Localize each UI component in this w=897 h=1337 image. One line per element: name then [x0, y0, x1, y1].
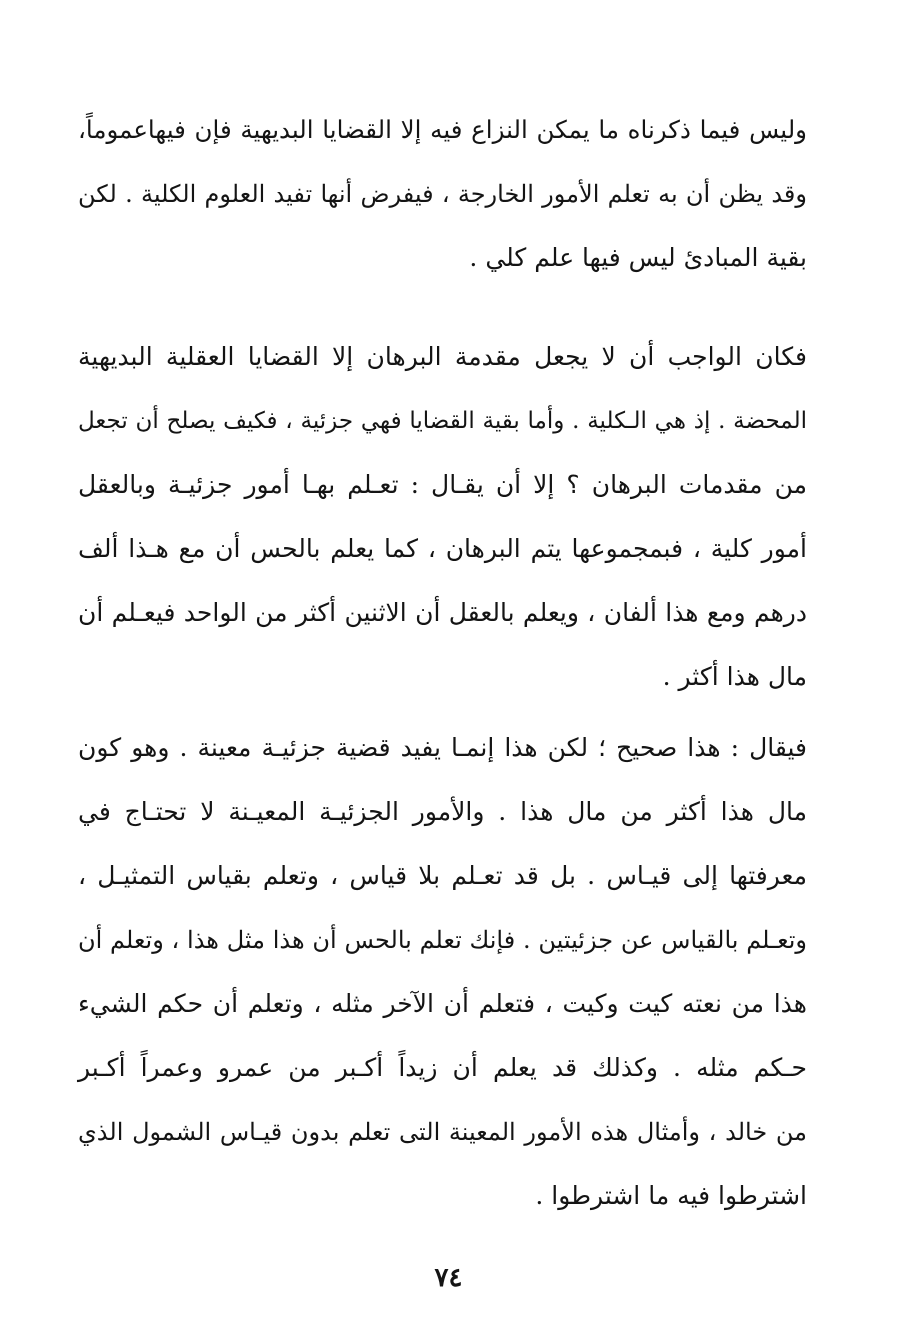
- text-line: من خالد ، وأمثال هذه الأمور المعينة التى تعلم بدون قيـاس الشمول الذي: [78, 1118, 807, 1146]
- text-line: فيقال : هذا صحيح ؛ لكن هذا إنمـا يفيد قضية جزئيـة معينة . وهو كون: [78, 733, 807, 762]
- text-line: حـكم مثله . وكذلك قد يعلم أن زيداً أكـبر من عمرو وعمراً أكـبر: [78, 1053, 807, 1082]
- text-line: من مقدمات البرهان ؟ إلا أن يقـال : تعـلم بهـا أمور جزئيـة وبالعقل: [78, 470, 807, 499]
- text-line: درهم ومع هذا ألفان ، ويعلم بالعقل أن الاثنين أكثر من الواحد فيعـلم أن: [78, 598, 807, 627]
- text-line: المحضة . إذ هي الـكلية . وأما بقية القضايا فهي جزئية ، فكيف يصلح أن تجعل: [78, 408, 807, 434]
- text-line: مال هذا أكثر من مال هذا . والأمور الجزئيـة المعيـنة لا تحتـاج في: [78, 797, 807, 826]
- paragraph-3: [78, 716, 807, 1228]
- text-line: معرفتها إلى قيـاس . بل قد تعـلم بلا قياس ، وتعلم بقياس التمثيـل ،: [78, 861, 807, 890]
- paragraph-1: [78, 98, 807, 290]
- text-line: اشترطوا فيه ما اشترطوا .: [535, 1181, 807, 1210]
- page-number: ٧٤: [434, 1263, 463, 1293]
- text-line: بقية المبادئ ليس فيها علم كلي .: [469, 243, 807, 272]
- text-line: هذا من نعته كيت وكيت ، فتعلم أن الآخر مثله ، وتعلم أن حكم الشيء: [78, 989, 807, 1018]
- text-line: فكان الواجب أن لا يجعل مقدمة البرهان إلا القضايا العقلية البديهية: [78, 342, 807, 371]
- text-line: وتعـلم بالقياس عن جزئيتين . فإنك تعلم بالحس أن هذا مثل هذا ، وتعلم أن: [78, 926, 807, 954]
- text-line: مال هذا أكثر .: [662, 662, 807, 691]
- text-line: وليس فيما ذكرناه ما يمكن النزاع فيه إلا القضايا البديهية فإن فيهاعموماً،: [78, 115, 807, 144]
- text-line: وقد يظن أن به تعلم الأمور الخارجة ، فيفرض أنها تفيد العلوم الكلية . لكن: [78, 180, 807, 208]
- paragraph-2: [78, 325, 807, 709]
- text-line: أمور كلية ، فبمجموعها يتم البرهان ، كما يعلم بالحس أن مع هـذا ألف: [78, 534, 807, 563]
